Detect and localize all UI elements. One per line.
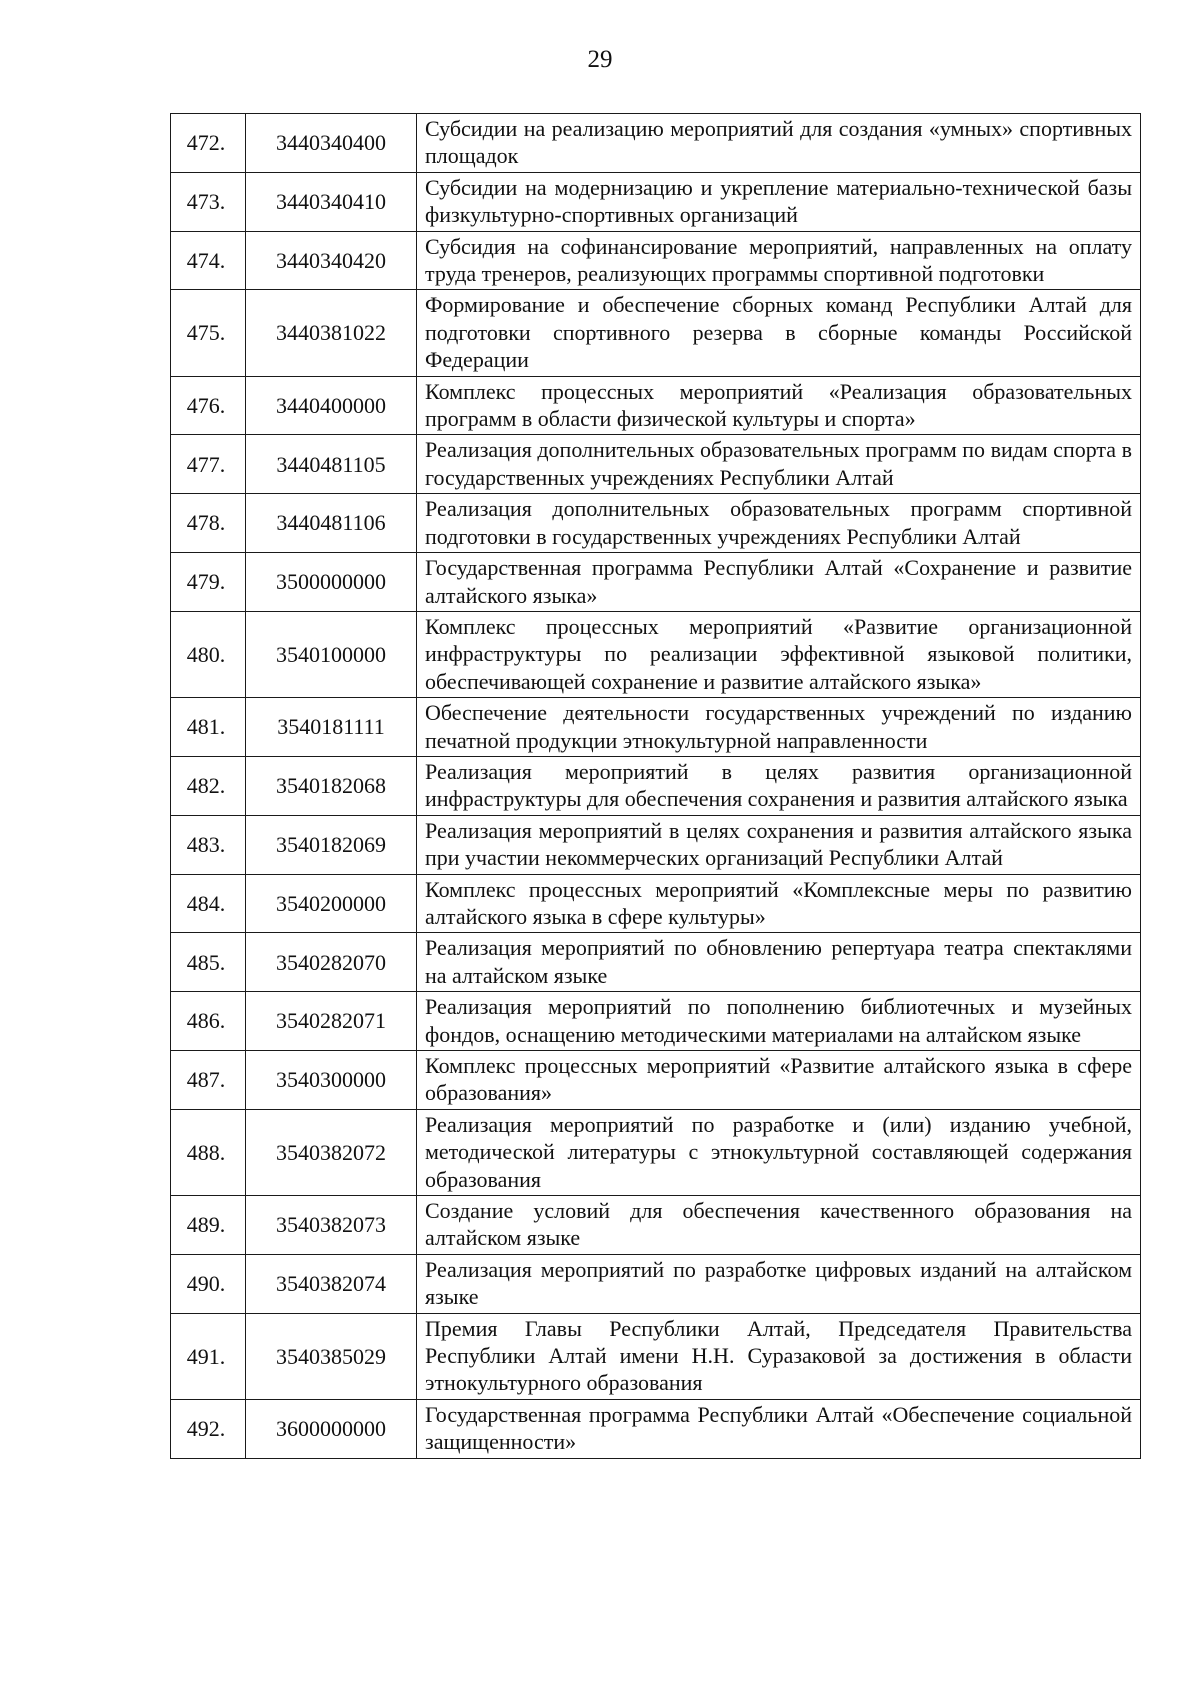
row-code: 3500000000 [246,553,417,612]
row-number: 472. [171,114,246,173]
row-code: 3440481106 [246,494,417,553]
row-description: Реализация мероприятий по пополнению библиотечных и музейных фондов, оснащению методическими материалами на алтайском языке [417,992,1141,1051]
row-code: 3540385029 [246,1313,417,1399]
row-description: Комплекс процессных мероприятий «Реализация образовательных программ в области физической культуры и спорта» [417,376,1141,435]
row-description: Комплекс процессных мероприятий «Комплексные меры по развитию алтайского языка в сфере культуры» [417,874,1141,933]
row-description: Субсидия на софинансирование мероприятий, направленных на оплату труда тренеров, реализующих программы спортивной подготовки [417,231,1141,290]
row-number: 485. [171,933,246,992]
table-row [171,1196,1141,1255]
row-number: 490. [171,1254,246,1313]
row-description: Реализация мероприятий в целях развития организационной инфраструктуры для обеспечения сохранения и развития алтайского языка [417,756,1141,815]
table-row [171,553,1141,612]
table-row [171,1399,1141,1458]
table-row [171,874,1141,933]
row-code: 3540282070 [246,933,417,992]
table-row [171,1051,1141,1110]
page-number: 29 [587,46,613,73]
row-number: 483. [171,815,246,874]
row-number: 478. [171,494,246,553]
table-row [171,698,1141,757]
table-row [171,992,1141,1051]
row-number: 492. [171,1399,246,1458]
row-number: 476. [171,376,246,435]
row-code: 3440340420 [246,231,417,290]
table-row [171,376,1141,435]
row-number: 486. [171,992,246,1051]
row-number: 479. [171,553,246,612]
row-code: 3440400000 [246,376,417,435]
row-code: 3440381022 [246,290,417,376]
row-description: Комплекс процессных мероприятий «Развитие алтайского языка в сфере образования» [417,1051,1141,1110]
row-code: 3540382072 [246,1109,417,1195]
row-description: Государственная программа Республики Алтай «Обеспечение социальной защищенности» [417,1399,1141,1458]
row-number: 480. [171,611,246,697]
row-code: 3600000000 [246,1399,417,1458]
row-code: 3540200000 [246,874,417,933]
table-row [171,933,1141,992]
row-code: 3540282071 [246,992,417,1051]
budget-classification-table [170,113,1141,1459]
row-code: 3540181111 [246,698,417,757]
row-number: 484. [171,874,246,933]
row-number: 482. [171,756,246,815]
row-description: Обеспечение деятельности государственных учреждений по изданию печатной продукции этнокультурной направленности [417,698,1141,757]
row-number: 473. [171,172,246,231]
row-code: 3540182068 [246,756,417,815]
table-row [171,172,1141,231]
table-row [171,1254,1141,1313]
row-code: 3540100000 [246,611,417,697]
row-number: 489. [171,1196,246,1255]
row-description: Реализация мероприятий по разработке и (или) изданию учебной, методической литературы с этнокультурной составляющей содержания образования [417,1109,1141,1195]
row-description: Субсидии на реализацию мероприятий для создания «умных» спортивных площадок [417,114,1141,173]
table-row [171,114,1141,173]
table-row [171,611,1141,697]
row-number: 477. [171,435,246,494]
table-row [171,756,1141,815]
row-number: 488. [171,1109,246,1195]
row-description: Комплекс процессных мероприятий «Развитие организационной инфраструктуры по реализации эффективной языковой политики, обеспечивающей сохранение и развитие алтайского языка» [417,611,1141,697]
row-code: 3440481105 [246,435,417,494]
row-description: Субсидии на модернизацию и укрепление материально-технической базы физкультурно-спортивных организаций [417,172,1141,231]
row-code: 3540382074 [246,1254,417,1313]
row-number: 474. [171,231,246,290]
row-description: Государственная программа Республики Алтай «Сохранение и развитие алтайского языка» [417,553,1141,612]
row-number: 487. [171,1051,246,1110]
row-code: 3540182069 [246,815,417,874]
row-code: 3440340410 [246,172,417,231]
row-code: 3540382073 [246,1196,417,1255]
row-number: 491. [171,1313,246,1399]
row-description: Реализация мероприятий по разработке цифровых изданий на алтайском языке [417,1254,1141,1313]
row-description: Премия Главы Республики Алтай, Председателя Правительства Республики Алтай имени Н.Н. Суразаковой за достижения в области этнокультурного образования [417,1313,1141,1399]
row-description: Реализация дополнительных образовательных программ по видам спорта в государственных учреждениях Республики Алтай [417,435,1141,494]
row-code: 3440340400 [246,114,417,173]
row-number: 475. [171,290,246,376]
row-number: 481. [171,698,246,757]
table-row [171,815,1141,874]
table-row [171,231,1141,290]
table-row [171,494,1141,553]
row-description: Формирование и обеспечение сборных команд Республики Алтай для подготовки спортивного резерва в сборные команды Российской Федерации [417,290,1141,376]
row-code: 3540300000 [246,1051,417,1110]
row-description: Реализация дополнительных образовательных программ спортивной подготовки в государственных учреждениях Республики Алтай [417,494,1141,553]
row-description: Реализация мероприятий в целях сохранения и развития алтайского языка при участии некоммерческих организаций Республики Алтай [417,815,1141,874]
table-row [171,1109,1141,1195]
table-row [171,1313,1141,1399]
row-description: Реализация мероприятий по обновлению репертуара театра спектаклями на алтайском языке [417,933,1141,992]
table-row [171,290,1141,376]
table-row [171,435,1141,494]
row-description: Создание условий для обеспечения качественного образования на алтайском языке [417,1196,1141,1255]
